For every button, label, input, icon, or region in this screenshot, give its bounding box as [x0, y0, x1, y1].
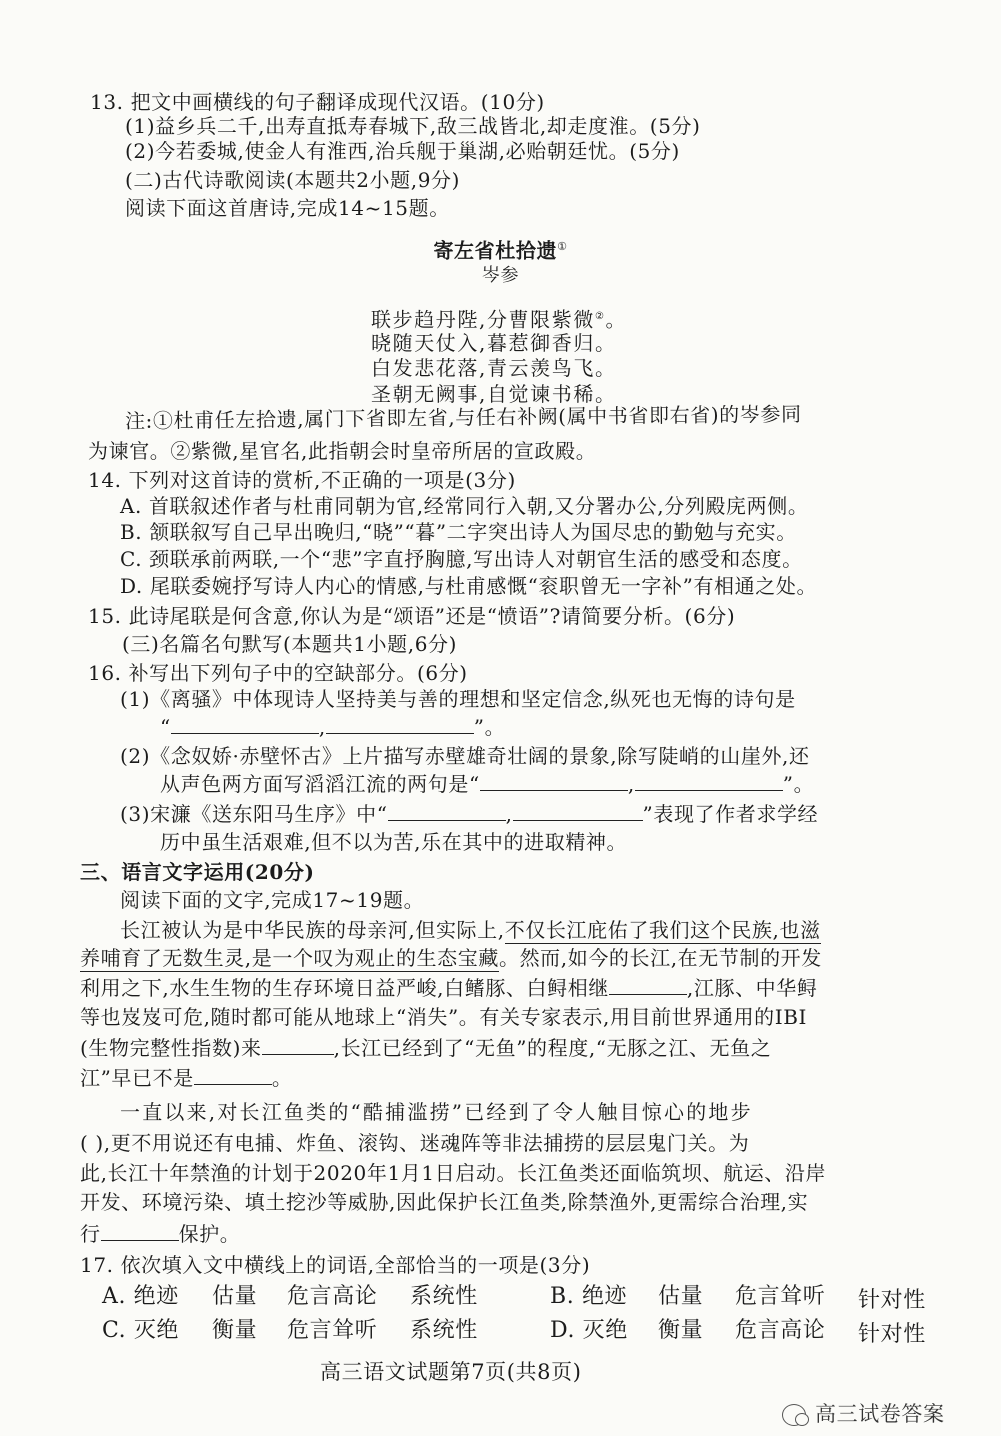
q14-option-b: B. 颔联叙写自己早出晚归,“晓”“暮”二字突出诗人为国尽忠的勤勉与充实。 [120, 520, 797, 544]
q14-option-d: D. 尾联委婉抒写诗人内心的情感,与杜甫感慨“衮职曾无一字补”有相通之处。 [120, 574, 818, 598]
poem-line-3: 白发悲花落,青云羡鸟飞。 [371, 356, 617, 380]
answer-blank[interactable] [171, 713, 319, 734]
q13-item-2: (2)今若委城,使金人有淮西,治兵舰于巢湖,必贻朝廷忧。(5分) [125, 139, 680, 163]
q16-item-2: (2)《念奴娇·赤壁怀古》上片描写赤壁雄奇壮阔的景象,除写陡峭的山崖外,还 [120, 744, 810, 768]
poem-line-1-text: 联步趋丹陛,分曹限紫微 [371, 307, 595, 332]
passage-text: 。然而,如今的长江,在无节制的开发 [498, 946, 822, 970]
q16-item-1: (1)《离骚》中体现诗人坚持美与善的理想和坚定信念,纵死也无悔的诗句是 [120, 687, 796, 711]
answer-blank[interactable] [513, 800, 643, 821]
q17-title: 17. 依次填入文中横线上的词语,全部恰当的一项是(3分) [80, 1253, 591, 1277]
page-footer: 高三语文试题第7页(共8页) [320, 1360, 582, 1384]
passage-text: (生物完整性指数)来 [80, 1036, 262, 1060]
passage-p1-line-5 [80, 1034, 771, 1062]
q16-item-3-suffix: ”表现了作者求学经 [642, 802, 819, 826]
q17-option-a-label: A. 绝迹 [102, 1284, 179, 1309]
answer-blank[interactable] [326, 713, 474, 734]
passage-text: ,江豚、中华鲟 [686, 976, 818, 1000]
poem-title-line [0, 233, 1001, 265]
q17-option-d-word-2: 衡量 [658, 1318, 704, 1343]
section-poetry-heading: (二)古代诗歌阅读(本题共2小题,9分) [125, 168, 461, 192]
q17-option-c-word-2: 衡量 [212, 1318, 258, 1343]
q17-option-b-word-2: 估量 [658, 1284, 704, 1309]
passage-text: 保护。 [178, 1222, 241, 1246]
fill-blank-4[interactable] [101, 1220, 179, 1241]
passage-p1-line-4: 等也岌岌可危,随时都可能从地球上“消失”。有关专家表示,用目前世界通用的IBI [80, 1005, 808, 1029]
passage-text: 利用之下,水生生物的生存环境日益严峻,白鳍豚、白鲟相继 [80, 976, 609, 1000]
poem-title-footnote: ① [557, 240, 568, 253]
q16-item-2-answer [160, 770, 814, 798]
passage-text: 江”早已不是 [80, 1066, 194, 1090]
q16-item-3-prompt: (3)宋濂《送东阳马生序》中“ [120, 802, 388, 826]
passage-p2-line-1: 一直以来,对长江鱼类的“酷捕滥捞”已经到了令人触目惊心的地步 [120, 1100, 753, 1124]
poem-line-1-end: 。 [605, 307, 628, 332]
underlined-sentence: 养哺育了无数生灵,是一个叹为观止的生态宝藏 [80, 946, 499, 970]
passage-text: 。 [271, 1066, 293, 1090]
passage-text: 长江被认为是中华民族的母亲河,但实际上, [120, 918, 505, 942]
passage-p1-line-3 [80, 974, 817, 1002]
passage-p1-line-6 [80, 1064, 292, 1092]
close-quote: ”。 [473, 715, 506, 739]
answer-blank[interactable] [480, 770, 628, 791]
passage-text: ,长江已经到了“无鱼”的程度,“无豚之江、无鱼之 [333, 1036, 772, 1060]
poem-title: 寄左省杜拾遗 [433, 238, 558, 263]
section3-instruction: 阅读下面的文字,完成17~19题。 [120, 888, 425, 912]
answer-blank[interactable] [388, 800, 506, 821]
q17-option-a-word-2: 估量 [212, 1284, 258, 1309]
passage-p1-line-2 [80, 944, 822, 972]
comma: , [627, 772, 635, 796]
poem-line-1-footnote: ② [594, 311, 606, 322]
q17-option-b-word-4: 针对性 [858, 1288, 926, 1313]
comma: , [505, 802, 513, 826]
q16-item-1-answer [160, 713, 505, 741]
notes-line-1: 注:①杜甫任左拾遗,属门下省即左省,与任右补阙(属中书省即右省)的岑参同 [124, 401, 802, 433]
section-poetry-instruction: 阅读下面这首唐诗,完成14~15题。 [125, 196, 450, 220]
section-recite-heading: (三)名篇名句默写(本题共1小题,6分) [122, 632, 458, 656]
poem-line-2: 晓随天仗入,暮惹御香归。 [371, 331, 617, 355]
fill-blank-2[interactable] [262, 1034, 334, 1055]
q17-option-d-word-4: 针对性 [858, 1322, 926, 1347]
poem-author: 岑参 [481, 265, 520, 286]
q13-title: 13. 把文中画横线的句子翻译成现代汉语。(10分) [90, 90, 545, 114]
passage-p1-line-1 [120, 916, 821, 944]
watermark-text: 高三试卷答案 [815, 1402, 945, 1426]
q14-option-c: C. 颈联承前两联,一个“悲”字直抒胸臆,写出诗人对朝官生活的感受和态度。 [120, 547, 803, 571]
answer-blank[interactable] [635, 770, 783, 791]
fill-blank-3[interactable] [194, 1064, 272, 1085]
poem-line-4: 圣朝无阙事,自觉谏书稀。 [371, 382, 617, 406]
passage-p2-line-5 [80, 1220, 240, 1248]
q17-option-c-word-3: 危言耸听 [287, 1318, 378, 1343]
q14-option-a: A. 首联叙述作者与杜甫同朝为官,经常同行入朝,又分署办公,分列殿庑两侧。 [120, 494, 809, 518]
q16-item-3 [120, 800, 818, 828]
q17-option-b-word-3: 危言耸听 [735, 1284, 826, 1309]
chat-bubble-icon [782, 1404, 806, 1426]
underlined-sentence: 不仅长江庇佑了我们这个民族,也滋 [504, 918, 821, 942]
q13-item-1: (1)益乡兵二千,出寿直抵寿春城下,敌三战皆北,却走度淮。(5分) [125, 114, 701, 138]
q17-option-d-word-3: 危言高论 [735, 1318, 826, 1343]
comma: , [318, 715, 326, 739]
q16-item-2-prompt: 从声色两方面写滔滔江流的两句是“ [160, 772, 480, 796]
q17-option-d-label: D. 灭绝 [550, 1318, 628, 1343]
section3-heading: 三、语言文字运用(20分) [80, 860, 315, 884]
q17-option-a-word-4: 系统性 [410, 1284, 478, 1309]
q15-title: 15. 此诗尾联是何含意,你认为是“颂语”还是“愤语”?请简要分析。(6分) [88, 604, 736, 628]
close-quote: ”。 [782, 772, 815, 796]
passage-p2-line-3: 此,长江十年禁渔的计划于2020年1月1日启动。长江鱼类还面临筑坝、航运、沿岸 [80, 1161, 827, 1185]
q17-option-c-word-4: 系统性 [410, 1318, 478, 1343]
passage-p2-line-4: 开发、环境污染、填土挖沙等威胁,因此保护长江鱼类,除禁渔外,更需综合治理,实 [80, 1190, 809, 1214]
q16-item-3-cont: 历中虽生活艰难,但不以为苦,乐在其中的进取精神。 [160, 830, 628, 854]
q17-option-a-word-3: 危言高论 [287, 1284, 378, 1309]
passage-text: 行 [80, 1222, 101, 1246]
notes-line-2: 为谏官。②紫微,星官名,此指朝会时皇帝所居的宣政殿。 [88, 439, 597, 463]
q17-option-c-label: C. 灭绝 [102, 1318, 180, 1343]
q14-title: 14. 下列对这首诗的赏析,不正确的一项是(3分) [88, 468, 516, 492]
fill-blank-1[interactable] [609, 974, 687, 995]
q16-title: 16. 补写出下列句子中的空缺部分。(6分) [88, 661, 468, 685]
passage-p2-line-2: ( ),更不用说还有电捕、炸鱼、滚钩、迷魂阵等非法捕捞的层层鬼门关。为 [80, 1131, 750, 1155]
open-quote: “ [160, 715, 171, 739]
q17-option-b-label: B. 绝迹 [550, 1284, 628, 1309]
